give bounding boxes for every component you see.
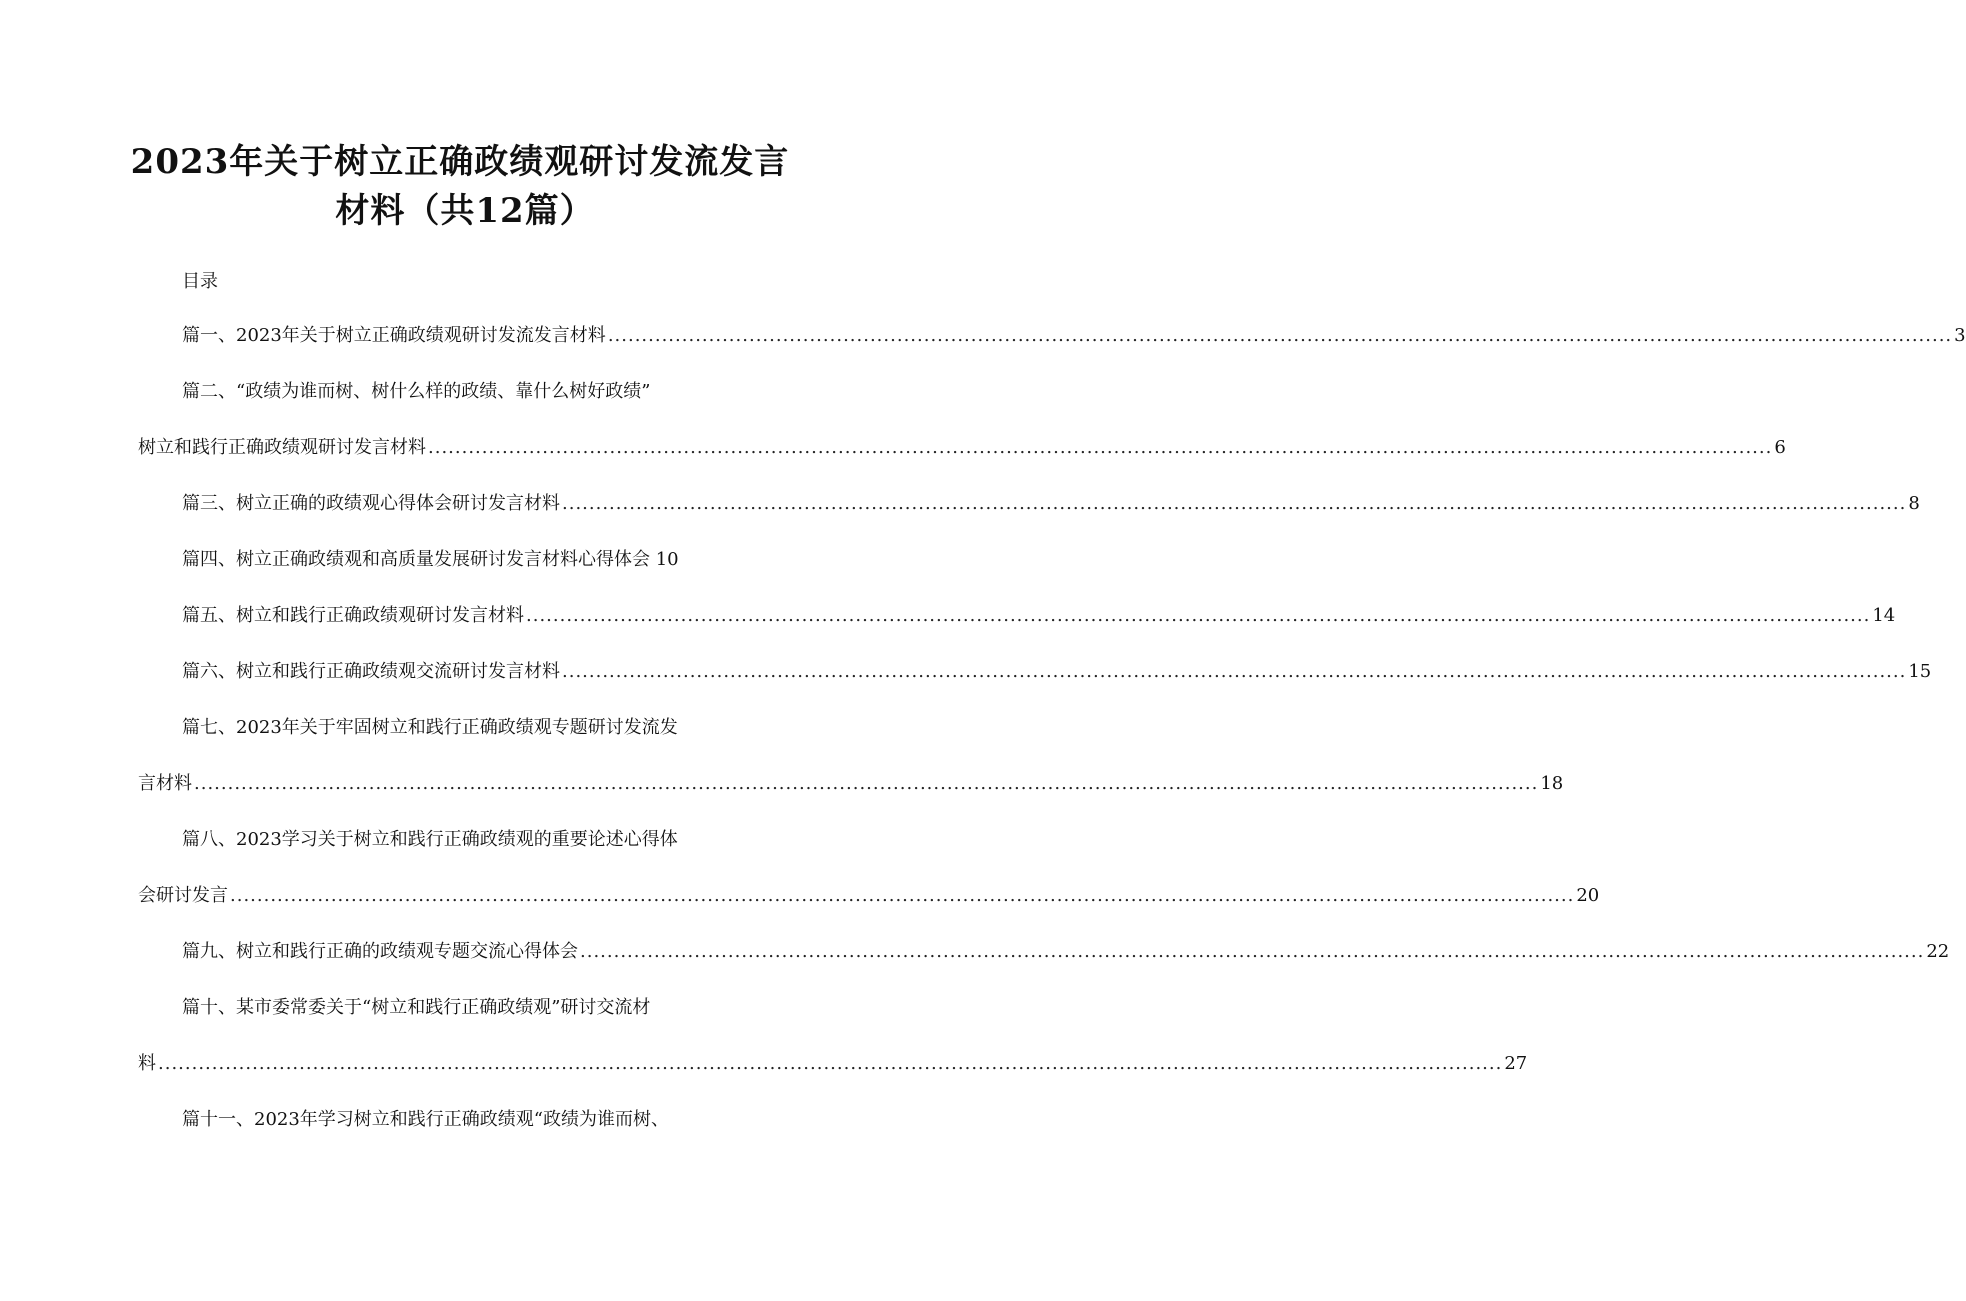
toc-entry-9[interactable] [182,939,1950,965]
toc-page-number: 10 [655,549,679,570]
toc-page-number: 3 [1954,325,1966,346]
toc-dot-leader: ........................................................................................................................................................................................................ [428,437,1773,458]
toc-dot-leader: ........................................................................................................................................................................................................ [562,661,1907,682]
toc-heading: 目录 [182,271,218,292]
toc-entry-5[interactable] [182,603,1896,629]
document-title-line-1: 2023年关于树立正确政绩观研讨发流发言 [130,142,790,182]
toc-dot-leader: ........................................................................................................................................................................................................ [194,773,1539,794]
toc-dot-leader: ........................................................................................................................................................................................................ [158,1053,1503,1074]
toc-entry-text: 料 [138,1053,156,1074]
toc-page-number: 14 [1872,605,1896,626]
toc-entry-text: 篇四、树立正确政绩观和高质量发展研讨发言材料心得体会 [182,549,650,570]
toc-dot-leader: ........................................................................................................................................................................................................ [562,493,1907,514]
toc-entry-text: 言材料 [138,773,192,794]
toc-page-number: 20 [1576,885,1600,906]
toc-entry-7-line-2[interactable] [138,771,1564,797]
toc-entry-11-line-1[interactable]: 篇十一、2023年学习树立和践行正确政绩观“政绩为谁而树、 [182,1109,670,1130]
toc-dot-leader: ........................................................................................................................................................................................................ [230,885,1575,906]
toc-entry-10-line-2[interactable] [138,1051,1528,1077]
toc-dot-leader: ........................................................................................................................................................................................................ [607,325,1953,346]
toc-entry-7-line-1[interactable]: 篇七、2023年关于牢固树立和践行正确政绩观专题研讨发流发 [182,717,678,738]
toc-entry-8-line-2[interactable] [138,883,1600,909]
toc-entry-4[interactable] [182,547,679,573]
toc-entry-3[interactable] [182,491,1920,517]
toc-entry-text: 篇五、树立和践行正确政绩观研讨发言材料 [182,605,524,626]
toc-entry-text: 树立和践行正确政绩观研讨发言材料 [138,437,426,458]
toc-page-number: 15 [1908,661,1932,682]
toc-dot-leader: ........................................................................................................................................................................................................ [580,941,1925,962]
toc-page-number: 18 [1540,773,1564,794]
document-title-line-2: 材料（共12篇） [335,191,595,231]
toc-page-number: 27 [1504,1053,1528,1074]
toc-entry-1[interactable] [182,323,1966,349]
toc-page-number: 8 [1908,493,1920,514]
toc-entry-6[interactable] [182,659,1932,685]
toc-entry-10-line-1[interactable]: 篇十、某市委常委关于“树立和践行正确政绩观”研讨交流材 [182,997,651,1018]
toc-page-number: 6 [1774,437,1786,458]
toc-entry-text: 篇一、2023年关于树立正确政绩观研讨发流发言材料 [182,325,606,346]
toc-dot-leader: ........................................................................................................................................................................................................ [526,605,1871,626]
toc-entry-text: 会研讨发言 [138,885,228,906]
toc-page-number: 22 [1926,941,1950,962]
toc-entry-2-line-2[interactable] [138,435,1786,461]
toc-entry-text: 篇三、树立正确的政绩观心得体会研讨发言材料 [182,493,560,514]
toc-entry-text: 篇六、树立和践行正确政绩观交流研讨发言材料 [182,661,560,682]
toc-entry-text: 篇九、树立和践行正确的政绩观专题交流心得体会 [182,941,578,962]
toc-entry-2-line-1[interactable]: 篇二、“政绩为谁而树、树什么样的政绩、靠什么树好政绩” [182,381,651,402]
toc-entry-8-line-1[interactable]: 篇八、2023学习关于树立和践行正确政绩观的重要论述心得体 [182,829,678,850]
